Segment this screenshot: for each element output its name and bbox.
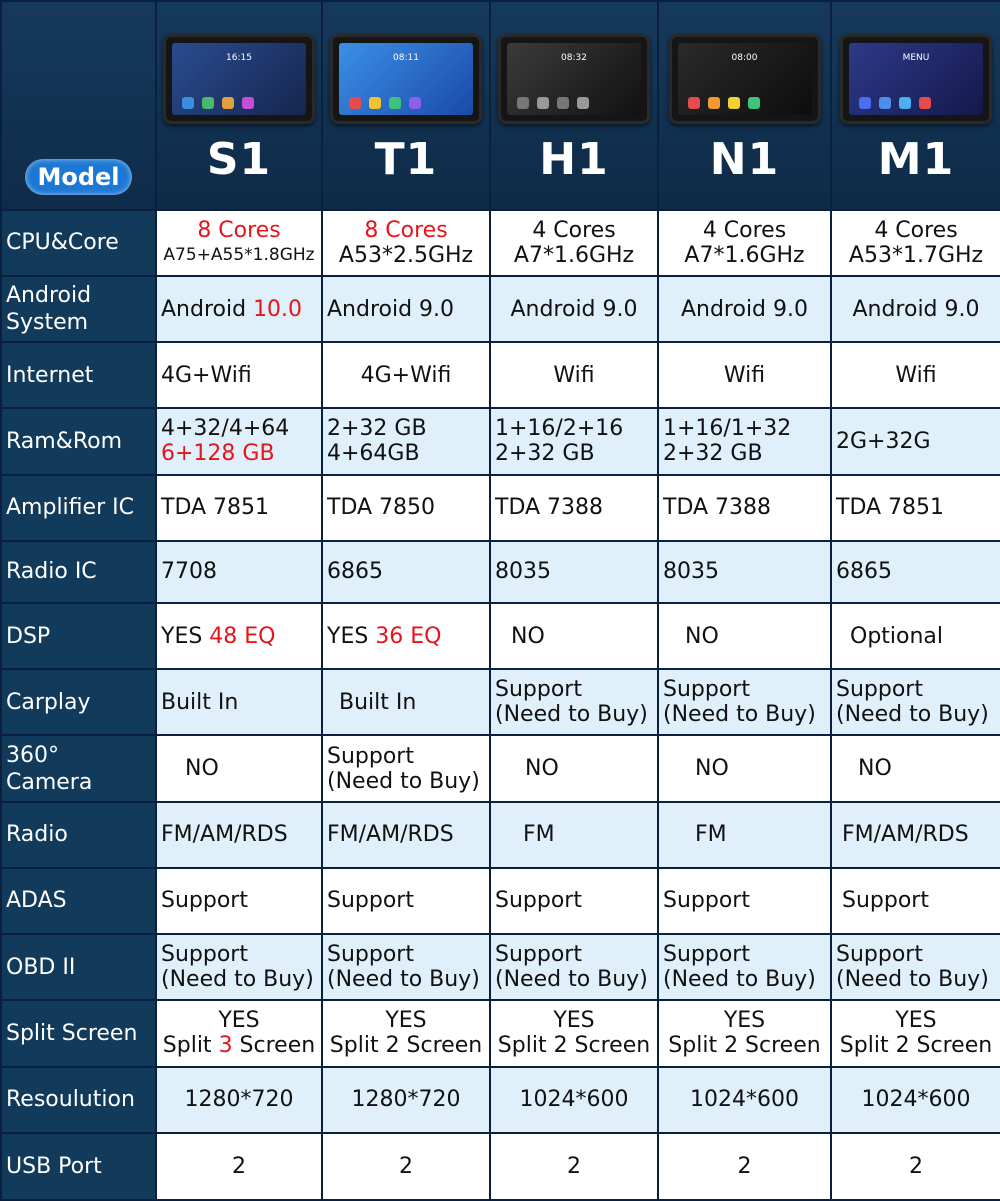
cell-h1: [490, 669, 658, 735]
cell-t1: 6865: [322, 541, 490, 603]
cell-text: A7*1.6GHz: [684, 242, 805, 268]
header-corner: [1, 1, 156, 210]
cell-h1: Wifi: [490, 342, 658, 408]
cell-text: 2+32 GB: [327, 416, 427, 442]
row-label: [1, 735, 156, 801]
cell-s1: NO: [156, 735, 322, 801]
cell-text: Android: [161, 296, 254, 322]
cell-m1: Optional: [831, 603, 1000, 669]
cell-n1: Wifi: [658, 342, 831, 408]
cell-s1: [156, 934, 322, 1000]
cell-t1: [322, 934, 490, 1000]
cell-t1: 4G+Wifi: [322, 342, 490, 408]
cell-text: (Need to Buy): [495, 702, 648, 728]
row-radio: [1, 802, 1000, 868]
cell-h1: [490, 1000, 658, 1066]
cell-t1: Built In: [322, 669, 490, 735]
cell-text: 4+64GB: [327, 441, 420, 467]
cell-t1: TDA 7850: [322, 475, 490, 541]
cell-n1: FM: [658, 802, 831, 868]
cell-text: A7*1.6GHz: [513, 242, 635, 268]
cell-s1: [156, 1000, 322, 1066]
cell-h1: NO: [490, 735, 658, 801]
cell-m1: Wifi: [831, 342, 1000, 408]
row-ram: [1, 408, 1000, 474]
cell-text: Support: [327, 942, 414, 968]
cell-t1: [322, 408, 490, 474]
cell-s1: TDA 7851: [156, 475, 322, 541]
cell-m1: TDA 7851: [831, 475, 1000, 541]
cell-text: (Need to Buy): [836, 967, 989, 993]
row-android: [1, 276, 1000, 342]
cell-text: 4 Cores: [874, 217, 958, 243]
cell-s1: [156, 603, 322, 669]
header-h1: [490, 1, 658, 210]
radio-unit-image: 08:11: [330, 34, 482, 124]
cell-text: A53*2.5GHz: [338, 242, 474, 268]
cell-t1: [322, 735, 490, 801]
cell-s1: [156, 210, 322, 276]
cell-text: YES: [895, 1008, 937, 1034]
header-row: [1, 1, 1000, 210]
cell-text: Support: [161, 942, 248, 968]
cell-text: Support: [836, 942, 923, 968]
cell-text: YES: [553, 1008, 595, 1034]
cell-t1: 1280*720: [322, 1067, 490, 1133]
row-label: Amplifier IC: [1, 475, 156, 541]
cell-highlight: 3: [218, 1033, 233, 1059]
cell-text: (Need to Buy): [495, 967, 648, 993]
model-name: T1: [374, 134, 438, 185]
cell-text: (Need to Buy): [663, 967, 816, 993]
cell-n1: [658, 669, 831, 735]
row-label: DSP: [1, 603, 156, 669]
cell-text: 8 Cores: [364, 217, 448, 243]
cell-m1: Support: [831, 868, 1000, 934]
cell-text: (Need to Buy): [327, 768, 480, 794]
cell-s1: [156, 408, 322, 474]
radio-unit-image: MENU: [840, 34, 992, 124]
cell-text: Split 2 Screen: [329, 1033, 483, 1059]
row-label-line: System: [6, 310, 89, 336]
cell-text: YES: [161, 623, 210, 649]
header-t1: [322, 1, 490, 210]
cell-t1: [322, 1000, 490, 1066]
cell-m1: NO: [831, 735, 1000, 801]
model-name: H1: [539, 134, 609, 185]
cell-highlight: 10.0: [253, 296, 303, 322]
cell-text: YES: [385, 1008, 427, 1034]
cell-h1: [490, 934, 658, 1000]
cell-text: 2+32 GB: [495, 441, 595, 467]
cell-s1: FM/AM/RDS: [156, 802, 322, 868]
row-label: Radio IC: [1, 541, 156, 603]
row-amplifier: [1, 475, 1000, 541]
cell-n1: NO: [658, 735, 831, 801]
row-split-screen: [1, 1000, 1000, 1066]
cell-text: Support: [836, 677, 923, 703]
cell-t1: [322, 210, 490, 276]
model-badge: Model: [25, 159, 131, 195]
row-label: Split Screen: [1, 1000, 156, 1066]
row-label: Radio: [1, 802, 156, 868]
cell-n1: 2: [658, 1133, 831, 1200]
header-n1: [658, 1, 831, 210]
cell-t1: 2: [322, 1133, 490, 1200]
row-label: Internet: [1, 342, 156, 408]
cell-m1: Android 9.0: [831, 276, 1000, 342]
cell-s1: Built In: [156, 669, 322, 735]
row-obd: [1, 934, 1000, 1000]
cell-highlight: 48 EQ: [209, 623, 276, 649]
cell-text: YES: [723, 1008, 766, 1034]
cell-text: Support: [663, 942, 750, 968]
row-adas: [1, 868, 1000, 934]
cell-text: Split 2 Screen: [839, 1033, 993, 1059]
row-label: [1, 276, 156, 342]
model-name: N1: [709, 134, 780, 185]
cell-text: Support: [663, 677, 750, 703]
header-m1: [831, 1, 1000, 210]
row-dsp: [1, 603, 1000, 669]
cell-text: 2+32 GB: [663, 441, 763, 467]
cell-h1: FM: [490, 802, 658, 868]
cell-t1: FM/AM/RDS: [322, 802, 490, 868]
row-radio-ic: [1, 541, 1000, 603]
cell-s1: Support: [156, 868, 322, 934]
row-usb: [1, 1133, 1000, 1200]
cell-h1: 2: [490, 1133, 658, 1200]
cell-text: YES: [218, 1008, 260, 1034]
cell-h1: 8035: [490, 541, 658, 603]
row-camera: [1, 735, 1000, 801]
cell-n1: NO: [658, 603, 831, 669]
cell-n1: 8035: [658, 541, 831, 603]
cell-h1: NO: [490, 603, 658, 669]
cell-m1: [831, 934, 1000, 1000]
cell-s1: 2: [156, 1133, 322, 1200]
cell-text: Support: [495, 942, 582, 968]
row-internet: [1, 342, 1000, 408]
cell-highlight: 36 EQ: [375, 623, 442, 649]
cell-text: (Need to Buy): [663, 702, 816, 728]
radio-unit-image: 08:00: [669, 34, 821, 124]
cell-s1: 7708: [156, 541, 322, 603]
model-name: S1: [206, 134, 272, 185]
cell-h1: [490, 210, 658, 276]
row-cpu: [1, 210, 1000, 276]
cell-text: YES: [327, 623, 376, 649]
cell-text: A75+A55*1.8GHz: [163, 244, 315, 265]
cell-m1: 1024*600: [831, 1067, 1000, 1133]
cell-text: (Need to Buy): [161, 967, 314, 993]
cell-text: 4 Cores: [532, 217, 616, 243]
row-label: CPU&Core: [1, 210, 156, 276]
cell-n1: TDA 7388: [658, 475, 831, 541]
cell-highlight: 6+128 GB: [161, 441, 275, 467]
row-resolution: [1, 1067, 1000, 1133]
cell-text: Support: [495, 677, 582, 703]
header-s1: [156, 1, 322, 210]
row-label-line: Android: [6, 283, 92, 309]
row-label: Ram&Rom: [1, 408, 156, 474]
cell-t1: Android 9.0: [322, 276, 490, 342]
row-carplay: [1, 669, 1000, 735]
cell-m1: 2G+32G: [831, 408, 1000, 474]
radio-unit-image: 08:32: [498, 34, 650, 124]
model-name: M1: [877, 134, 955, 185]
cell-n1: Support: [658, 868, 831, 934]
cell-s1: [156, 276, 322, 342]
cell-t1: [322, 603, 490, 669]
row-label: OBD II: [1, 934, 156, 1000]
cell-h1: TDA 7388: [490, 475, 658, 541]
radio-unit-image: 16:15: [163, 34, 315, 124]
cell-h1: Support: [490, 868, 658, 934]
cell-s1: 4G+Wifi: [156, 342, 322, 408]
row-label: ADAS: [1, 868, 156, 934]
cell-text: 4 Cores: [702, 217, 787, 243]
cell-text: A53*1.7GHz: [848, 242, 984, 268]
cell-text: Screen: [232, 1033, 316, 1059]
row-label-line: Camera: [6, 769, 93, 795]
cell-m1: [831, 210, 1000, 276]
cell-text: 4+32/4+64: [161, 416, 290, 442]
row-label: USB Port: [1, 1133, 156, 1200]
row-label: Resoulution: [1, 1067, 156, 1133]
cell-h1: Android 9.0: [490, 276, 658, 342]
cell-n1: 1024*600: [658, 1067, 831, 1133]
cell-t1: Support: [322, 868, 490, 934]
cell-text: Support: [327, 743, 414, 769]
cell-n1: [658, 934, 831, 1000]
cell-s1: 1280*720: [156, 1067, 322, 1133]
cell-m1: FM/AM/RDS: [831, 802, 1000, 868]
cell-n1: Android 9.0: [658, 276, 831, 342]
cell-h1: 1024*600: [490, 1067, 658, 1133]
cell-text: (Need to Buy): [836, 702, 989, 728]
cell-text: 8 Cores: [197, 217, 281, 243]
cell-text: 1+16/2+16: [495, 416, 624, 442]
row-label: Carplay: [1, 669, 156, 735]
cell-h1: [490, 408, 658, 474]
cell-text: Split: [162, 1033, 219, 1059]
cell-n1: [658, 1000, 831, 1066]
cell-text: Split 2 Screen: [668, 1033, 821, 1059]
cell-n1: [658, 210, 831, 276]
row-label-line: 360°: [6, 742, 59, 768]
cell-m1: 6865: [831, 541, 1000, 603]
cell-m1: [831, 1000, 1000, 1066]
cell-text: 1+16/1+32: [663, 416, 792, 442]
cell-n1: [658, 408, 831, 474]
cell-text: (Need to Buy): [327, 967, 480, 993]
cell-m1: [831, 669, 1000, 735]
cell-text: Split 2 Screen: [497, 1033, 651, 1059]
cell-m1: 2: [831, 1133, 1000, 1200]
